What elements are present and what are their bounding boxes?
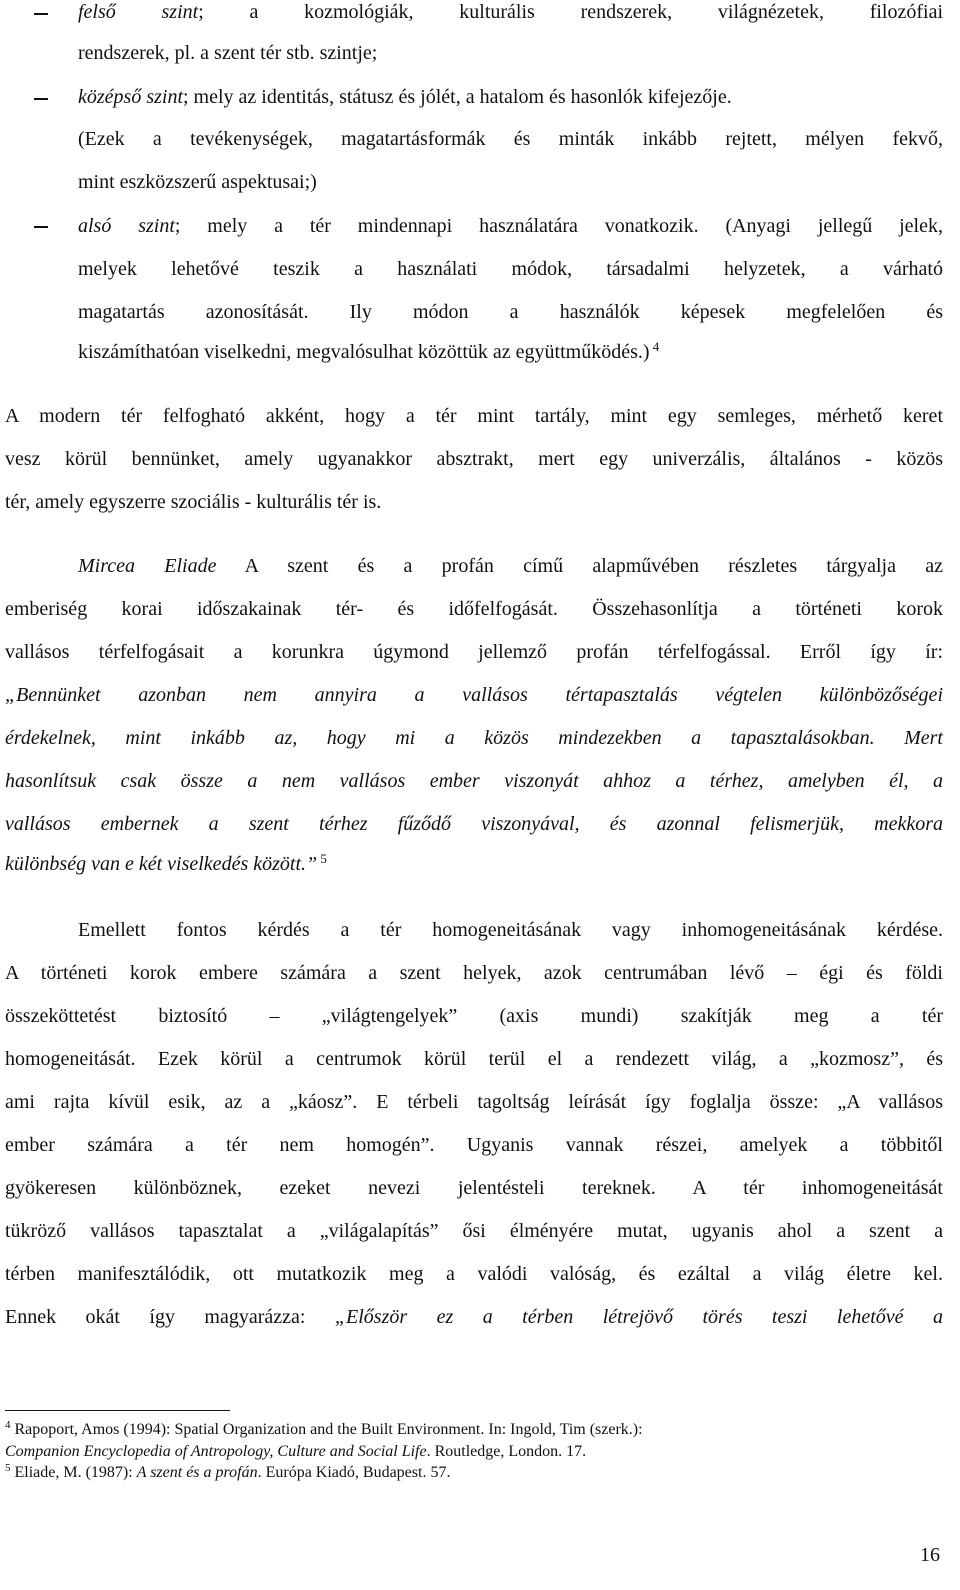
text-run: A szent és a profán című alapművében részletes tárgyalja az bbox=[216, 555, 943, 577]
text-run: Eliade, M. (1987): bbox=[10, 1464, 137, 1481]
paragraph-line bbox=[78, 554, 943, 578]
list-bullet-dash bbox=[34, 13, 48, 15]
italic-text: felső szint bbox=[78, 1, 199, 23]
text-run: mint eszközszerű aspektusai;) bbox=[78, 171, 317, 193]
paragraph-line bbox=[5, 769, 943, 793]
italic-text: alsó szint bbox=[78, 215, 175, 237]
list-item-line bbox=[78, 340, 943, 364]
footnote-line bbox=[5, 1420, 643, 1440]
list-item-line bbox=[78, 257, 943, 281]
italic-text: középső szint bbox=[78, 86, 183, 108]
italic-text: „Először ez a térben létrejövő törés teszi lehetővé a bbox=[334, 1306, 943, 1328]
paragraph-line bbox=[5, 812, 943, 836]
footnote-marker: 5 bbox=[5, 1462, 11, 1474]
footnote-marker: 5 bbox=[317, 851, 327, 866]
text-run: összeköttetést biztosító – „világtengelyek” (axis mundi) szakítják meg a tér bbox=[5, 1005, 943, 1027]
list-item-line bbox=[78, 300, 943, 324]
text-run: gyökeresen különböznek, ezeket nevezi jelentésteli tereknek. A tér inhomogeneitását bbox=[5, 1177, 943, 1199]
text-run: melyek lehetővé teszik a használati módok, társadalmi helyzetek, a várható bbox=[78, 258, 943, 280]
text-run: tér, amely egyszerre szociális - kulturális tér is. bbox=[5, 491, 382, 513]
text-run: magatartás azonosítását. Ily módon a használók képesek megfelelően és bbox=[78, 301, 943, 323]
italic-text: Mircea Eliade bbox=[78, 555, 217, 577]
text-run: ember számára a tér nem homogén”. Ugyanis vannak részei, amelyek a többitől bbox=[5, 1134, 943, 1156]
text-run: Rapoport, Amos (1994): Spatial Organization and the Built Environment. In: Ingold, Tim (szerk.): bbox=[10, 1421, 643, 1438]
footnote-marker: 4 bbox=[649, 339, 660, 354]
paragraph-line bbox=[5, 1219, 943, 1243]
paragraph-line bbox=[5, 1176, 943, 1200]
paragraph-line bbox=[5, 597, 943, 621]
footnote-line bbox=[5, 1463, 450, 1483]
paragraph-line bbox=[5, 1090, 943, 1114]
text-run: A történeti korok embere számára a szent helyek, azok centrumában lévő – égi és földi bbox=[5, 962, 943, 984]
italic-text: vallásos embernek a szent térhez fűződő viszonyával, és azonnal felismerjük, mekkora bbox=[5, 813, 943, 835]
paragraph-line bbox=[5, 447, 943, 471]
paragraph-line bbox=[5, 1305, 943, 1329]
italic-text: Companion Encyclopedia of Antropology, Culture and Social Life bbox=[5, 1443, 427, 1460]
footnote-line bbox=[5, 1442, 586, 1462]
paragraph-line bbox=[5, 1262, 943, 1286]
paragraph-line bbox=[5, 404, 943, 428]
paragraph-line bbox=[5, 640, 943, 664]
text-run: vesz körül bennünket, amely ugyanakkor absztrakt, mert egy univerzális, általános - közös bbox=[5, 448, 943, 470]
paragraph-line bbox=[5, 961, 943, 985]
text-run: (Ezek a tevékenységek, magatartásformák és minták inkább rejtett, mélyen fekvő, bbox=[78, 128, 943, 150]
paragraph-line bbox=[5, 490, 943, 514]
list-bullet-dash bbox=[34, 226, 48, 228]
text-run: ; mely a tér mindennapi használatára vonatkozik. (Anyagi jellegű jelek, bbox=[174, 215, 943, 237]
paragraph-line bbox=[78, 918, 943, 942]
italic-text: hasonlítsuk csak össze a nem vallásos ember viszonyát ahhoz a térhez, amelyben él, a bbox=[5, 770, 943, 792]
page-number: 16 bbox=[920, 1544, 940, 1566]
text-run: tükröző vallásos tapasztalat a „világalapítás” ősi élményére mutat, ugyanis ahol a szent a bbox=[5, 1220, 943, 1242]
list-item-line bbox=[78, 170, 943, 194]
italic-text: érdekelnek, mint inkább az, hogy mi a közös mindezekben a tapasztalásokban. Mert bbox=[5, 727, 943, 749]
italic-text: A szent és a profán bbox=[136, 1464, 258, 1481]
list-item-line bbox=[78, 41, 943, 65]
italic-text: különbség van e két viselkedés között.” bbox=[5, 853, 318, 875]
text-run: rendszerek, pl. a szent tér stb. szintje; bbox=[78, 42, 378, 64]
text-run: ; a kozmológiák, kulturális rendszerek, világnézetek, filozófiai bbox=[198, 1, 944, 23]
paragraph-line bbox=[5, 1047, 943, 1071]
text-run: . Európa Kiadó, Budapest. 57. bbox=[257, 1464, 451, 1481]
footnote-marker: 4 bbox=[5, 1419, 11, 1431]
text-run: ; mely az identitás, státusz és jólét, a hatalom és hasonlók kifejezője. bbox=[183, 86, 732, 108]
list-item-line bbox=[78, 214, 943, 238]
text-run: vallásos térfelfogásait a korunkra úgymond jellemző profán térfelfogással. Erről így ír: bbox=[5, 641, 943, 663]
list-bullet-dash bbox=[34, 98, 48, 100]
text-run: homogeneitását. Ezek körül a centrumok körül terül el a rendezett világ, a „kozmosz”, és bbox=[5, 1048, 943, 1070]
paragraph-line bbox=[5, 683, 943, 707]
paragraph-line bbox=[5, 1004, 943, 1028]
paragraph-line bbox=[5, 852, 943, 876]
footnote-separator bbox=[5, 1410, 230, 1411]
paragraph-line bbox=[5, 1133, 943, 1157]
text-run: emberiség korai időszakainak tér- és időfelfogását. Összehasonlítja a történeti korok bbox=[5, 598, 943, 620]
text-run: ami rajta kívül esik, az a „káosz”. E térbeli tagoltság leírását így foglalja össze: „A vallásos bbox=[5, 1091, 943, 1113]
text-run: kiszámíthatóan viselkedni, megvalósulhat közöttük az együttműködés.) bbox=[78, 341, 650, 363]
text-run: Emellett fontos kérdés a tér homogeneitásának vagy inhomogeneitásának kérdése. bbox=[78, 919, 943, 941]
text-run: . Routledge, London. 17. bbox=[426, 1443, 587, 1460]
list-item-line bbox=[78, 0, 943, 24]
list-item-line bbox=[78, 127, 943, 151]
paragraph-line bbox=[5, 726, 943, 750]
text-run: térben manifesztálódik, ott mutatkozik meg a valódi valóság, és ezáltal a világ életre kel. bbox=[5, 1263, 943, 1285]
text-run: Ennek okát így magyarázza: bbox=[5, 1306, 335, 1328]
italic-text: „Bennünket azonban nem annyira a vallásos tértapasztalás végtelen különbözőségei bbox=[5, 684, 943, 706]
list-item-line bbox=[78, 85, 943, 109]
text-run: A modern tér felfogható akként, hogy a tér mint tartály, mint egy semleges, mérhető keret bbox=[5, 405, 943, 427]
